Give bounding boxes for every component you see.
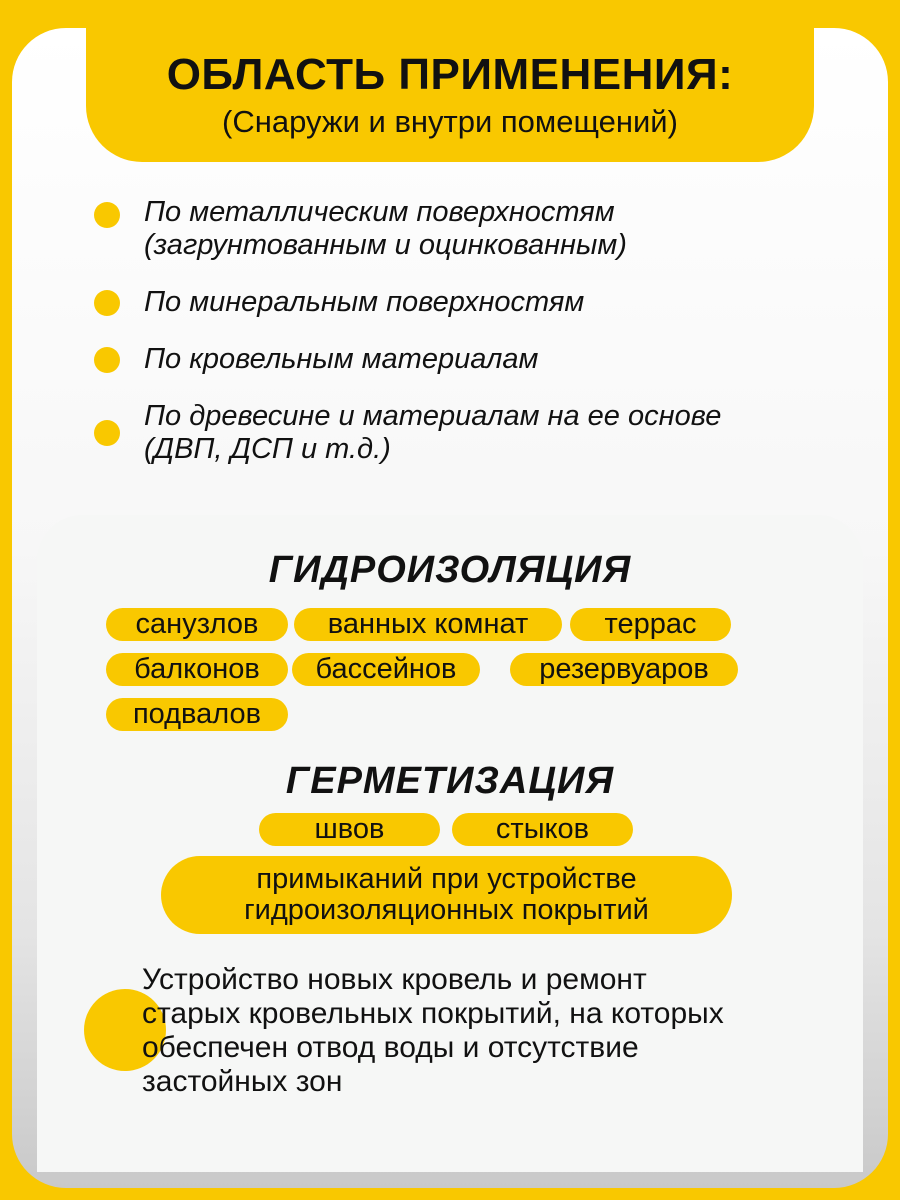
waterproofing-tag: террас: [570, 608, 731, 641]
roofing-line: старых кровельных покрытий, на которых: [142, 997, 724, 1030]
waterproofing-tag: ванных комнат: [294, 608, 562, 641]
header-banner: [86, 28, 814, 162]
roofing-line: обеспечен отвод воды и отсутствие: [142, 1031, 639, 1064]
roofing-line: застойных зон: [142, 1065, 343, 1098]
waterproofing-tag: санузлов: [106, 608, 288, 641]
list-item-line: По минеральным поверхностям: [144, 286, 585, 318]
sealing-title: ГЕРМЕТИЗАЦИЯ: [285, 760, 615, 802]
list-item: [94, 196, 834, 262]
sealing-wide-tag-line: гидроизоляционных покрытий: [244, 894, 649, 926]
waterproofing-tag: бассейнов: [292, 653, 480, 686]
sealing-tag: швов: [259, 813, 440, 846]
waterproofing-title: ГИДРОИЗОЛЯЦИЯ: [268, 549, 632, 591]
waterproofing-tag: балконов: [106, 653, 288, 686]
page-title: ОБЛАСТЬ ПРИМЕНЕНИЯ:: [166, 50, 734, 99]
list-item-line: (загрунтованным и оцинкованным): [144, 229, 627, 261]
waterproofing-tag: подвалов: [106, 698, 288, 731]
surfaces-list: [94, 196, 834, 466]
bullet-icon: [94, 202, 120, 228]
list-item-line: По металлическим поверхностям: [144, 196, 615, 228]
roofing-paragraph: [142, 963, 842, 1099]
list-item: [94, 343, 834, 376]
bullet-icon: [94, 290, 120, 316]
list-item-line: По древесине и материалам на ее основе: [144, 400, 722, 432]
page-subtitle: (Снаружи и внутри помещений): [222, 104, 678, 139]
bullet-icon: [94, 420, 120, 446]
sealing-wide-tag-line: примыканий при устройстве: [256, 863, 637, 895]
list-item-line: По кровельным материалам: [144, 343, 539, 375]
roofing-line: Устройство новых кровель и ремонт: [142, 963, 647, 996]
list-item: [94, 400, 834, 466]
sealing-wide-tag: [161, 856, 732, 934]
list-item: [94, 286, 834, 319]
bullet-icon: [94, 347, 120, 373]
waterproofing-tag: резервуаров: [510, 653, 738, 686]
list-item-line: (ДВП, ДСП и т.д.): [144, 433, 391, 465]
sealing-tag: стыков: [452, 813, 633, 846]
